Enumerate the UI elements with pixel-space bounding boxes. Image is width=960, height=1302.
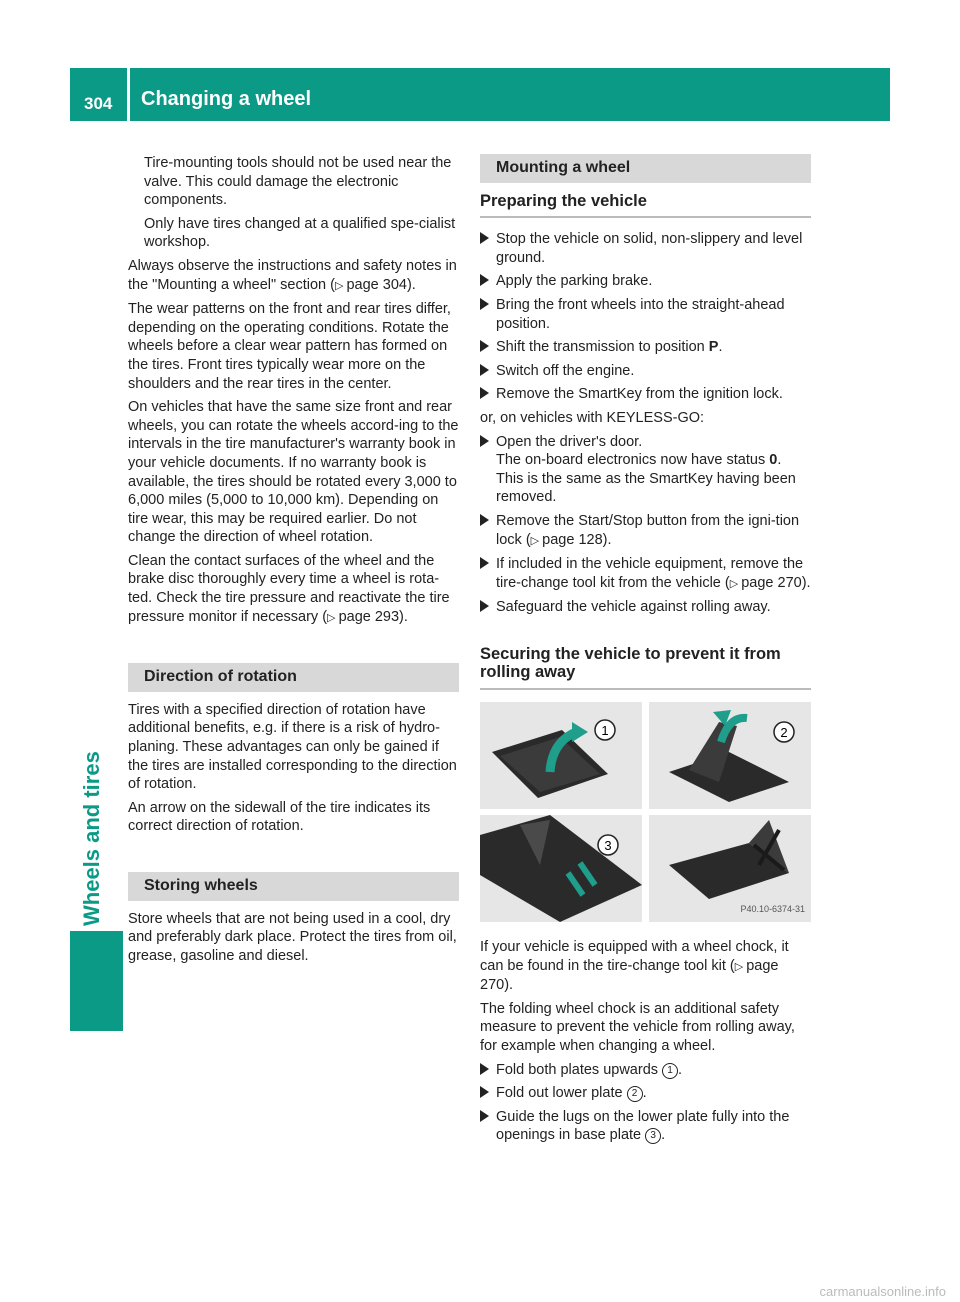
page-ref-icon: ▷	[327, 611, 339, 624]
step-text: Stop the vehicle on solid, non-slippery and level ground.	[496, 231, 803, 266]
step-remove-start-stop	[480, 512, 811, 550]
paragraph-text-end: ).	[399, 608, 408, 625]
callout-3: 3	[604, 838, 612, 854]
step-result-end: .	[777, 452, 782, 469]
step-remove-tool-kit	[480, 555, 811, 593]
clean-contact-paragraph	[128, 552, 459, 627]
step-text: Apply the parking brake.	[496, 273, 653, 290]
triangle-arrow-icon	[480, 557, 489, 569]
triangle-arrow-icon	[480, 298, 489, 310]
transmission-position: P	[708, 339, 719, 356]
triangle-arrow-icon	[480, 600, 489, 612]
figure-panel-2	[649, 702, 811, 809]
step-text: Fold both plates upwards	[496, 1061, 663, 1078]
step-text: If included in the vehicle equipment, remove the tire-change tool kit from the vehicle (	[496, 556, 804, 591]
step-text-end: ).	[801, 574, 811, 591]
step-result-text: The on-board electronics now have status	[496, 452, 770, 469]
subheading-preparing: Preparing the vehicle	[480, 192, 811, 219]
page-ref-icon: ▷	[729, 577, 742, 590]
section-heading-storing: Storing wheels	[128, 872, 459, 901]
step-shift-transmission	[480, 338, 811, 357]
step-text-end: ).	[602, 531, 612, 548]
section-tab-marker	[70, 931, 123, 1031]
page-ref-icon: ▷	[734, 960, 747, 973]
section-tab-label: Wheels and tires	[79, 751, 104, 926]
wear-pattern-paragraph: The wear patterns on the front and rear tires differ, depending on the operating conditions. Rotate the wheels before a clear wear pattern has formed on the tires. Front tires typically wear more on the shoulders and the rear tires in the center.	[128, 301, 451, 392]
keyless-go-note: or, on vehicles with KEYLESS-GO:	[480, 409, 705, 426]
callout-2: 2	[780, 725, 788, 741]
watermark: carmanualsonline.info	[819, 1284, 946, 1299]
step-text: Remove the SmartKey from the ignition lock.	[496, 386, 783, 403]
page-title: Changing a wheel	[141, 88, 312, 110]
step-remove-smartkey	[480, 385, 811, 404]
step-fold-lower-plate	[480, 1084, 811, 1103]
callout-ref: 3	[645, 1128, 661, 1144]
right-column	[480, 154, 811, 1150]
callout-ref: 1	[662, 1063, 678, 1079]
section-heading-direction: Direction of rotation	[128, 663, 459, 692]
triangle-arrow-icon	[480, 364, 489, 376]
step-text: Shift the transmission to position	[496, 339, 709, 356]
step-switch-off-engine	[480, 362, 811, 381]
triangle-arrow-icon	[480, 1110, 489, 1122]
page-ref-link[interactable]: page 293	[338, 608, 400, 625]
step-text: Remove the Start/Stop button from the igni-tion lock (	[496, 512, 800, 548]
page-ref-link[interactable]: page 270	[480, 957, 779, 994]
step-text: Open the driver's door.	[496, 433, 643, 450]
rotation-interval-paragraph: On vehicles that have the same size front and rear wheels, you can rotate the wheels accord-ing to the intervals in the tire manufacturer's warranty book in your vehicle documents. If no warranty book is available, the tires should be rotated every 3,000 to 6,000 miles (5,000 to 10,000 km). Depending on tire wear, this may be required earlier. Do not change the direction of wheel rotation.	[128, 399, 459, 546]
triangle-arrow-icon	[480, 514, 489, 526]
step-text-end: .	[718, 339, 723, 356]
step-stop-vehicle	[480, 230, 811, 267]
triangle-arrow-icon	[480, 1063, 489, 1075]
page-number: 304	[84, 94, 113, 113]
subheading-securing: Securing the vehicle to prevent it from rolling away	[480, 645, 811, 690]
chock-purpose-paragraph: The folding wheel chock is an additional safety measure to prevent the vehicle from rolling away, for example when changing a wheel.	[480, 1000, 795, 1055]
step-open-door	[480, 433, 811, 507]
direction-paragraph-2: An arrow on the sidewall of the tire indicates its correct direction of rotation.	[128, 799, 431, 835]
paragraph-text: If your vehicle is equipped with a wheel chock, it can be found in the tire-change tool kit (	[480, 939, 789, 974]
step-text: Safeguard the vehicle against rolling away.	[496, 599, 771, 616]
triangle-arrow-icon	[480, 340, 489, 352]
direction-paragraph-1: Tires with a specified direction of rotation have additional benefits, e.g. if there is a risk of hydro-planing. These advantages can only be gained if the tires are installed corresponding to the direction of rotation.	[128, 701, 457, 793]
left-column	[128, 154, 459, 970]
figure-panel-1	[480, 702, 642, 809]
figure-panel-4	[649, 815, 811, 922]
status-value: 0	[769, 452, 778, 469]
header-divider	[127, 68, 130, 121]
page-ref-link[interactable]: page 128	[542, 531, 603, 548]
storing-paragraph: Store wheels that are not being used in a cool, dry and preferably dark place. Protect the tires from oil, grease, gasoline and diesel.	[128, 910, 457, 964]
paragraph-text: Clean the contact surfaces of the wheel and the brake disc thoroughly every time a wheel is rota-ted. Check the tire pressure and reactivate the tire pressure monitor if necessary (	[128, 552, 450, 625]
step-text-end: .	[661, 1127, 666, 1144]
paragraph-text-end: ).	[504, 977, 514, 994]
page-ref-link[interactable]: page 304	[346, 276, 407, 293]
paragraph-text-end: ).	[406, 276, 416, 293]
step-text: Bring the front wheels into the straight-ahead position.	[496, 296, 785, 332]
figure-reference-code: P40.10-6374-31	[740, 904, 805, 915]
mounting-reference-paragraph	[128, 257, 459, 295]
triangle-arrow-icon	[480, 232, 489, 244]
chock-location-paragraph	[480, 938, 811, 995]
triangle-arrow-icon	[480, 274, 489, 286]
triangle-arrow-icon	[480, 1086, 489, 1098]
step-straight-ahead	[480, 296, 811, 333]
triangle-arrow-icon	[480, 435, 489, 447]
page-ref-icon: ▷	[530, 534, 543, 547]
page-ref-icon: ▷	[334, 279, 347, 292]
step-guide-lugs	[480, 1108, 811, 1145]
page-header	[70, 68, 890, 121]
intro-paragraph-2: Only have tires changed at a qualified spe-cialist workshop.	[144, 215, 456, 251]
callout-1: 1	[601, 723, 609, 739]
sidebar	[70, 121, 123, 1204]
step-text: Fold out lower plate	[496, 1085, 627, 1102]
figure-panel-3	[480, 815, 642, 922]
intro-paragraph-1: Tire-mounting tools should not be used near the valve. This could damage the electronic components.	[144, 155, 452, 209]
step-text: Switch off the engine.	[496, 362, 635, 379]
paragraph-text: Always observe the instructions and safety notes in the "Mounting a wheel" section (	[128, 257, 457, 293]
triangle-arrow-icon	[480, 387, 489, 399]
step-safeguard	[480, 598, 811, 617]
step-result-text-2: This is the same as the SmartKey having been removed.	[496, 470, 796, 506]
callout-ref: 2	[627, 1086, 643, 1102]
step-text-end: .	[642, 1085, 647, 1102]
section-heading-mounting: Mounting a wheel	[480, 154, 811, 183]
step-fold-plates	[480, 1061, 811, 1080]
step-parking-brake	[480, 272, 811, 291]
step-text-end: .	[678, 1061, 683, 1078]
step-text: Guide the lugs on the lower plate fully into the openings in base plate	[496, 1108, 790, 1144]
wheel-chock-figure	[480, 702, 811, 922]
page-ref-link[interactable]: page 270	[741, 574, 802, 591]
